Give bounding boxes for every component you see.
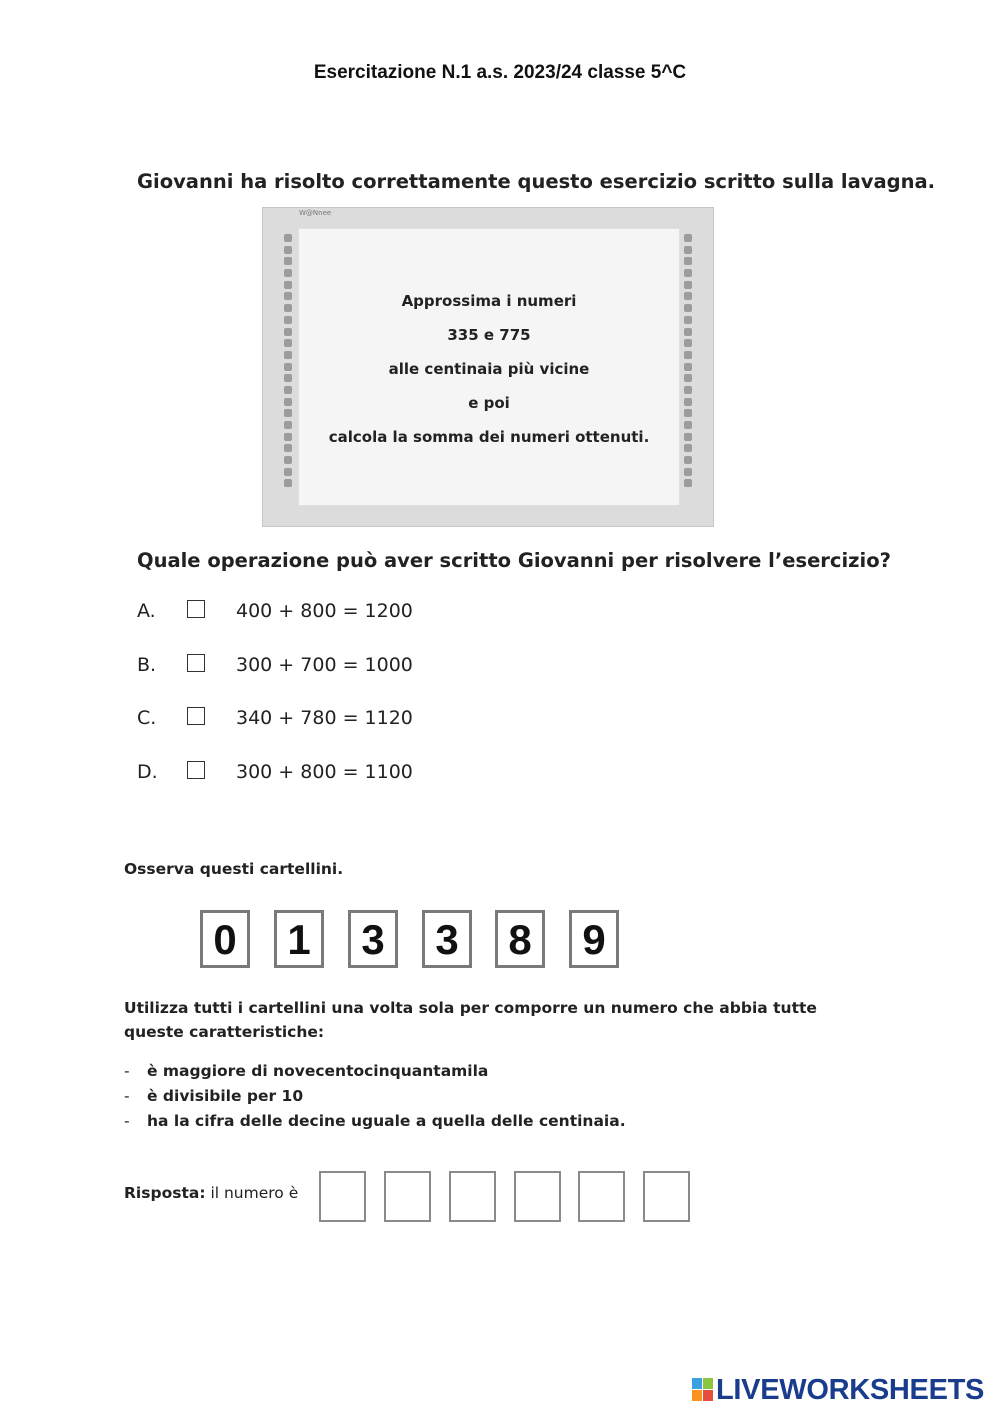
option-text: 300 + 700 = 1000 xyxy=(236,654,413,676)
whiteboard-brand-label: W@Nnee xyxy=(299,209,332,217)
digit-card: 1 xyxy=(274,910,324,968)
digit-card: 8 xyxy=(495,910,545,968)
board-line: alle centinaia più vicine xyxy=(388,360,590,378)
answer-label xyxy=(124,1184,298,1202)
digit-card: 0 xyxy=(200,910,250,968)
answer-label-rest: il numero è xyxy=(205,1184,299,1202)
digit-card: 3 xyxy=(348,910,398,968)
option-text: 340 + 780 = 1120 xyxy=(236,707,413,729)
option-a-checkbox[interactable] xyxy=(187,600,205,618)
answer-digit-box-1[interactable] xyxy=(319,1171,366,1222)
question2-intro: Osserva questi cartellini. xyxy=(124,860,344,878)
question1-text: Quale operazione può aver scritto Giovanni per risolvere l’esercizio? xyxy=(137,549,891,572)
option-letter: D. xyxy=(137,761,158,783)
digit-card: 3 xyxy=(422,910,472,968)
condition-text: è divisibile per 10 xyxy=(147,1087,304,1105)
option-d-checkbox[interactable] xyxy=(187,761,205,779)
answer-digit-box-2[interactable] xyxy=(384,1171,431,1222)
whiteboard-toolbar-left xyxy=(283,234,293,494)
question1-intro: Giovanni ha risolto correttamente questo esercizio scritto sulla lavagna. xyxy=(137,170,936,193)
whiteboard-image xyxy=(262,207,714,527)
answer-digit-box-5[interactable] xyxy=(578,1171,625,1222)
page-title: Esercitazione N.1 a.s. 2023/24 classe 5^C xyxy=(313,62,687,83)
condition-text: è maggiore di novecentocinquantamila xyxy=(147,1062,489,1080)
liveworksheets-logo-icon xyxy=(692,1378,713,1402)
digit-card: 9 xyxy=(569,910,619,968)
option-letter: B. xyxy=(137,654,157,676)
question2-instruction: queste caratteristiche: xyxy=(124,1023,325,1041)
board-line: calcola la somma dei numeri ottenuti. xyxy=(328,428,650,446)
condition-text: ha la cifra delle decine uguale a quella delle centinaia. xyxy=(147,1112,626,1130)
answer-digit-box-4[interactable] xyxy=(514,1171,561,1222)
board-line: e poi xyxy=(468,394,510,412)
option-b-checkbox[interactable] xyxy=(187,654,205,672)
option-text: 300 + 800 = 1100 xyxy=(236,761,413,783)
whiteboard-surface xyxy=(298,228,680,506)
whiteboard-toolbar-right xyxy=(683,234,693,494)
option-c-checkbox[interactable] xyxy=(187,707,205,725)
option-letter: C. xyxy=(137,707,157,729)
question2-instruction: Utilizza tutti i cartellini una volta sola per comporre un numero che abbia tutte xyxy=(124,999,817,1017)
liveworksheets-wordmark: LIVEWORKSHEETS xyxy=(716,1374,985,1406)
option-text: 400 + 800 = 1200 xyxy=(236,600,413,622)
board-line: Approssima i numeri xyxy=(401,292,577,310)
answer-label-bold: Risposta: xyxy=(124,1184,206,1202)
board-line: 335 e 775 xyxy=(447,326,531,344)
answer-digit-box-3[interactable] xyxy=(449,1171,496,1222)
option-letter: A. xyxy=(137,600,156,622)
answer-digit-box-6[interactable] xyxy=(643,1171,690,1222)
